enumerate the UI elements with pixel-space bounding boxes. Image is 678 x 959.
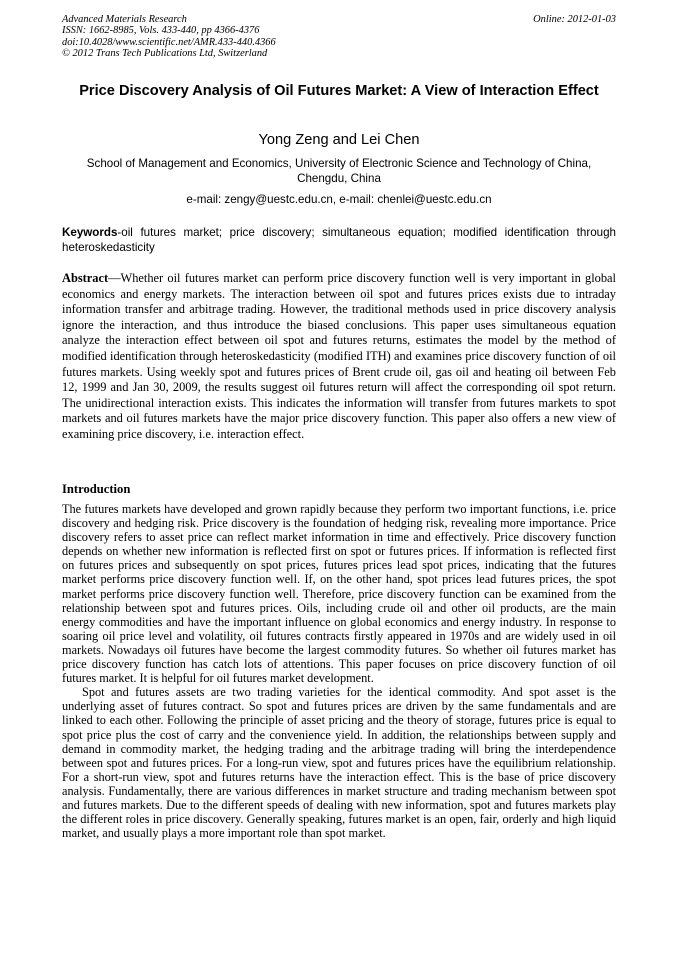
abstract-text: —Whether oil futures market can perform price discovery function well is very important in global economics and energy markets. The interaction between oil spot and futures prices exists due to intraday information transfer and arbitrage trading. However, the traditional methods used in price discovery analysis ignore the interaction, and thus introduce the biased conclusions. This paper uses simultaneous equation analyze the interaction effect between oil spot and futures returns, estimates the model by the method of modified identification through heteroskedasticity (modified ITH) and examines price discovery function of oil futures markets. Using weekly spot and futures prices of Brent crude oil, gas oil and heating oil between Feb 12, 1999 and Jan 30, 2009, the results suggest oil futures return will affect the corresponding oil spot return. The unidirectional interaction exists. This indicates the information will transfer from futures markets to spot markets and oil futures markets have the major price discovery function. This paper also offers a new view of examining price discovery, i.e. interaction effect. — [62, 271, 616, 441]
copyright-line: © 2012 Trans Tech Publications Ltd, Switzerland — [62, 48, 268, 60]
keywords-text: -oil futures market; price discovery; simultaneous equation; modified identification through heteroskedasticity — [62, 226, 616, 254]
keywords-block — [62, 226, 616, 255]
introduction-body — [62, 502, 616, 840]
author-affiliation: School of Management and Economics, University of Electronic Science and Technology of China, Chengdu, China — [86, 157, 592, 185]
online-date: Online: 2012-01-03 — [533, 14, 616, 25]
intro-paragraph: The futures markets have developed and grown rapidly because they perform two important functions, i.e. price discovery and hedging risk. Price discovery is the foundation of hedging risk, revealing more importance. Price discovery refers to asset price can reflect market information in time and effectively. Price discovery function depends on whether new information is reflected first on spot or futures prices. If information is reflected first on futures prices and subsequently on spot prices, futures prices lead spot prices, indicating that the futures market performs price discovery function well. If, on the other hand, spot prices lead futures prices, the spot market performs price discovery function well. Therefore, price discovery function can be examined from the relationship between spot and futures prices. Oils, including crude oil and other oil products, are the main energy commodities and have the important influence on global economics and energy industry. In response to soaring oil price level and volatility, oil futures contracts firstly appeared in 1970s and are widely used in oil markets. Nowadays oil futures have become the largest commodity futures. So whether oil futures market has price discovery function has catch lots of attentions. This paper focuses on price discovery function of oil futures market. It is helpful for oil futures market development. — [62, 502, 616, 686]
section-heading-introduction: Introduction — [62, 482, 131, 496]
issn-line: ISSN: 1662-8985, Vols. 433-440, pp 4366-4376 — [62, 25, 260, 37]
journal-meta — [62, 14, 462, 60]
intro-paragraph: Spot and futures assets are two trading varieties for the identical commodity. And spot asset is the underlying asset of futures contract. So spot and futures prices are driven by the same fundamentals and are linked to each other. Following the principle of asset pricing and the theory of storage, futures price is equal to spot price plus the cost of carry and the convenience yield. In addition, the relationships between supply and demand in commodity market, the hedging trading and the arbitrage trading will bring the interdependence between spot and futures prices. For a long-run view, spot and futures prices have the equilibrium relationship. For a short-run view, spot and futures returns have the interaction effect. This is the base of price discovery analysis. Fundamentally, there are various differences in market structure and trading mechanism between spot and futures markets. Due to the different speeds of dealing with new information, spot and futures markets play the different roles in price discovery. Generally speaking, futures market is an open, fair, orderly and high liquid market, and usually plays a more important role than spot market. — [62, 685, 616, 841]
journal-name: Advanced Materials Research — [62, 14, 187, 25]
paper-authors: Yong Zeng and Lei Chen — [258, 132, 420, 148]
paper-title: Price Discovery Analysis of Oil Futures Market: A View of Interaction Effect — [79, 83, 599, 99]
keywords-label: Keywords — [62, 226, 118, 239]
author-emails: e-mail: zengy@uestc.edu.cn, e-mail: chenlei@uestc.edu.cn — [186, 193, 492, 206]
doi-line: doi:10.4028/www.scientific.net/AMR.433-440.4366 — [62, 36, 276, 48]
abstract-label: Abstract — [62, 271, 109, 285]
abstract-block — [62, 271, 616, 443]
